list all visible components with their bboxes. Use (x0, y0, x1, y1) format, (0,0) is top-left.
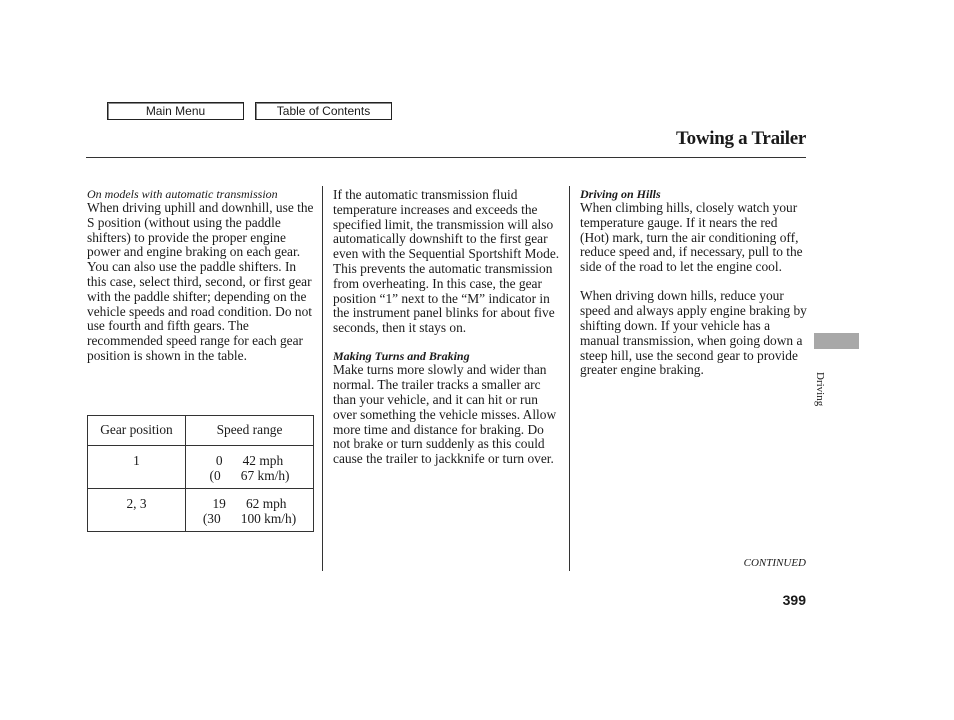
section-label: Driving (814, 372, 826, 407)
column-1-body: When driving uphill and downhill, use the S position (without using the paddle shifters) to provide the proper engine power and engine braking on each gear. You can also use the paddle shifters. In this case, select third, second, or first gear with the paddle shifter; depending on the vehicle speeds and road condition. Do not use fourth and fifth gears. The recommended speed range for each gear position is shown in the table. (87, 200, 314, 363)
driving-on-hills-subhead: Driving on Hills (580, 187, 661, 201)
column-2 (333, 188, 561, 482)
column-3-paragraph: When climbing hills, closely watch your temperature gauge. If it nears the red (Hot) mark, turn the air conditioning off, reduce speed and, if necessary, pull to the side of the road to let the engine cool. (580, 200, 803, 275)
column-3-paragraph: When driving down hills, reduce your speed and always apply engine braking by shifting down. If your vehicle has a manual transmission, when going down a steep hill, use the second gear to provide greater engine braking. (580, 288, 807, 378)
column-1-subhead: On models with automatic transmission (87, 187, 278, 201)
gear-cell: 1 (88, 446, 186, 489)
making-turns-subhead: Making Turns and Braking (333, 349, 470, 364)
table-row (88, 489, 314, 532)
speed-range-table (87, 415, 314, 532)
page-title: Towing a Trailer (676, 128, 806, 149)
speed-kmh: (0 67 km/h) (209, 467, 290, 483)
speed-mph: 0 42 mph (215, 453, 284, 468)
table-header-row (88, 416, 314, 446)
speed-cell (186, 489, 314, 532)
speed-mph: 19 62 mph (212, 496, 287, 511)
column-divider (322, 186, 323, 571)
table-row (88, 446, 314, 489)
section-tab (814, 333, 859, 349)
column-2-paragraph: Make turns more slowly and wider than normal. The trailer tracks a smaller arc than your vehicle, and it can hit or run over something the vehicle misses. Allow more time and distance for braking. Do not brake or turn suddenly as this could cause the trailer to jackknife or turn over. (333, 362, 557, 467)
column-3 (580, 188, 808, 393)
header-divider (86, 157, 806, 158)
gear-cell: 2, 3 (88, 489, 186, 532)
speed-cell (186, 446, 314, 489)
header-gear-position: Gear position (88, 416, 186, 446)
column-divider (569, 186, 570, 571)
speed-kmh: (30 100 km/h) (202, 510, 297, 526)
column-2-paragraph: If the automatic transmission fluid temperature increases and exceeds the specified limit, the transmission will also automatically downshift to the first gear even with the Sequential Sportshift Mode. This prevents the automatic transmission from overheating. In this case, the gear position “1” next to the “M” indicator in the instrument panel blinks for about five seconds, then it stays on. (333, 187, 560, 336)
page-number: 399 (782, 592, 806, 608)
main-menu-button[interactable]: Main Menu (107, 102, 244, 120)
column-1 (87, 188, 315, 378)
header-speed-range: Speed range (186, 416, 314, 446)
continued-label: CONTINUED (743, 557, 806, 569)
table-of-contents-button[interactable]: Table of Contents (255, 102, 392, 120)
